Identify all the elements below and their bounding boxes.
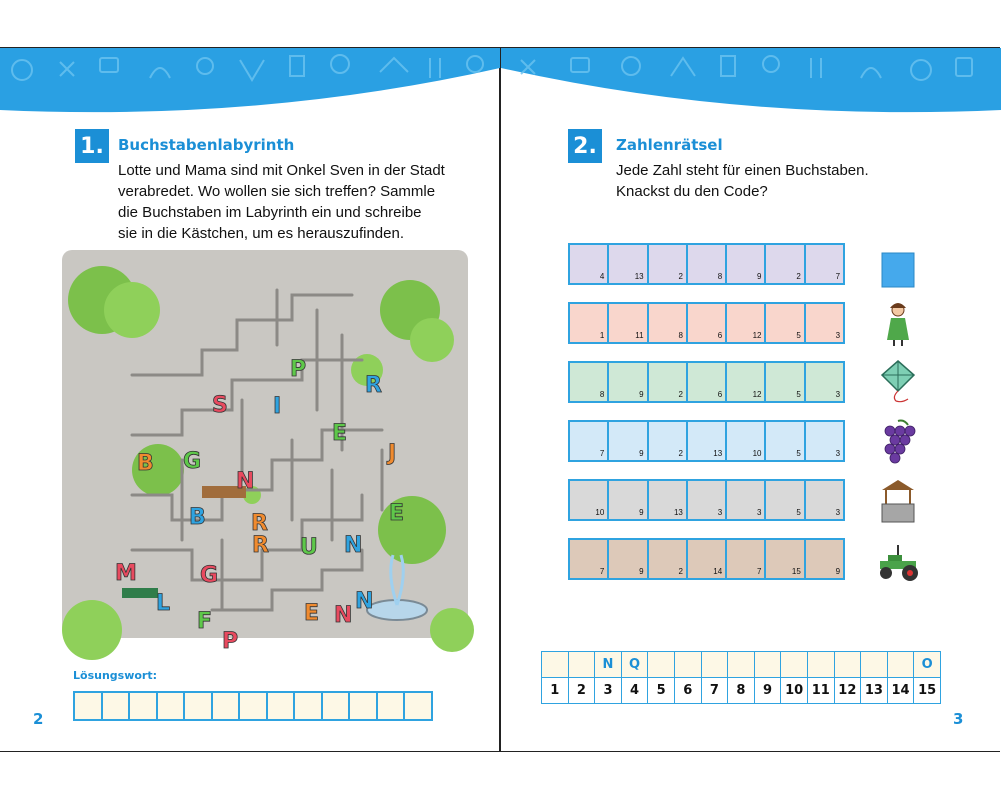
maze-letter: N: [344, 533, 363, 558]
instruction-line: verabredet. Wo wollen sie sich treffen? Sammle: [118, 183, 436, 200]
code-cell[interactable]: [568, 538, 609, 580]
code-number: 15: [791, 567, 801, 576]
task-instructions: [118, 160, 445, 244]
girl-picture: [874, 300, 922, 348]
key-number-cell: 6: [674, 678, 701, 704]
code-cell[interactable]: [725, 243, 766, 285]
code-number: 5: [796, 331, 801, 340]
code-cell[interactable]: [725, 538, 766, 580]
code-cell[interactable]: [804, 420, 845, 462]
key-letter-cell[interactable]: [674, 652, 701, 678]
code-cell[interactable]: [568, 302, 609, 344]
code-number: 3: [835, 390, 841, 399]
solution-letter-box[interactable]: [238, 691, 268, 721]
code-cell[interactable]: [647, 479, 688, 521]
maze-letter: P: [222, 629, 239, 654]
instruction-line: Jede Zahl steht für einen Buchstaben.: [616, 162, 869, 179]
code-number: 2: [678, 390, 683, 399]
key-number-cell: 4: [621, 678, 648, 704]
solution-letter-box[interactable]: [266, 691, 296, 721]
code-number: 9: [835, 567, 841, 576]
solution-letter-box[interactable]: [73, 691, 103, 721]
maze-letter: R: [252, 533, 269, 558]
code-row: [568, 302, 843, 344]
maze-letter: R: [251, 511, 268, 536]
code-cell[interactable]: [686, 479, 727, 521]
code-cell[interactable]: [568, 420, 609, 462]
code-number: 6: [717, 390, 723, 399]
key-number-cell: 14: [887, 678, 914, 704]
left-page: [0, 47, 500, 752]
code-cell[interactable]: [607, 420, 648, 462]
code-number: 11: [635, 331, 644, 340]
code-cell[interactable]: [804, 302, 845, 344]
code-number: 14: [713, 567, 723, 576]
maze-letter: I: [273, 394, 282, 419]
code-number: 5: [796, 449, 801, 458]
code-cell[interactable]: [647, 243, 688, 285]
kite-picture: [874, 357, 922, 405]
code-cell[interactable]: [725, 420, 766, 462]
key-letter-cell[interactable]: [834, 652, 861, 678]
maze-letter: J: [388, 441, 397, 466]
code-number: 2: [678, 272, 683, 281]
code-number: 3: [835, 449, 841, 458]
code-number: 3: [835, 508, 841, 517]
key-numbers-row: [542, 678, 941, 704]
task-number: 2.: [568, 129, 602, 163]
key-letter-cell[interactable]: [568, 652, 595, 678]
code-cell[interactable]: [607, 243, 648, 285]
key-number-cell: 8: [728, 678, 755, 704]
code-number: 1: [599, 331, 605, 340]
code-cell[interactable]: [607, 361, 648, 403]
maze-letter: N: [236, 469, 255, 494]
page-number: 2: [33, 710, 44, 728]
solution-letter-box[interactable]: [293, 691, 323, 721]
code-number: 6: [717, 331, 723, 340]
code-cell[interactable]: [764, 302, 805, 344]
code-row: [568, 479, 843, 521]
code-cell[interactable]: [764, 538, 805, 580]
maze-letter: M: [115, 561, 137, 586]
code-number: 13: [713, 449, 723, 458]
key-number-cell: 10: [781, 678, 808, 704]
code-number: 12: [752, 390, 762, 399]
maze-letter: P: [290, 357, 307, 382]
code-cell[interactable]: [725, 361, 766, 403]
maze-letter: G: [183, 449, 202, 474]
code-cell[interactable]: [804, 243, 845, 285]
solution-letter-box[interactable]: [128, 691, 158, 721]
code-number: 7: [757, 567, 762, 576]
decorative-banner: [501, 48, 1000, 122]
code-number: 3: [835, 331, 841, 340]
code-cell[interactable]: [764, 243, 805, 285]
page-number: 3: [953, 710, 964, 728]
key-number-cell: 2: [568, 678, 595, 704]
code-number: 10: [752, 449, 762, 458]
code-number: 7: [599, 449, 605, 458]
code-cell[interactable]: [804, 538, 845, 580]
code-number: 8: [678, 331, 683, 340]
solution-letter-box[interactable]: [156, 691, 186, 721]
blue-square-picture: [874, 245, 922, 293]
key-letter-cell[interactable]: [861, 652, 888, 678]
tractor-picture: [874, 537, 922, 585]
task-title: Zahlenrätsel: [616, 136, 723, 154]
instruction-line: sie in die Kästchen, um es herauszufinden.: [118, 225, 405, 242]
maze-letter: L: [156, 591, 171, 616]
code-row: [568, 420, 843, 462]
maze-letter: S: [212, 393, 228, 418]
code-cell[interactable]: [764, 361, 805, 403]
maze-letter: E: [389, 501, 405, 526]
solution-letter-box[interactable]: [321, 691, 351, 721]
key-letter-cell[interactable]: [648, 652, 675, 678]
maze-letter: F: [197, 609, 213, 634]
code-cell[interactable]: [568, 243, 609, 285]
decorative-banner: [0, 48, 499, 122]
code-number: 9: [639, 508, 644, 517]
code-number: 13: [634, 272, 644, 281]
task-instructions: [616, 160, 869, 202]
code-number: 8: [717, 272, 723, 281]
code-cell[interactable]: [607, 302, 648, 344]
code-number: 7: [835, 272, 841, 281]
key-letter-cell[interactable]: [781, 652, 808, 678]
code-number: 2: [678, 449, 683, 458]
code-cell[interactable]: [568, 479, 609, 521]
key-letter-cell[interactable]: [701, 652, 728, 678]
code-cell[interactable]: [607, 538, 648, 580]
code-number: 9: [639, 449, 644, 458]
code-cell[interactable]: [764, 479, 805, 521]
solution-letter-box[interactable]: [348, 691, 378, 721]
code-cell[interactable]: [804, 361, 845, 403]
key-letter-cell[interactable]: [887, 652, 914, 678]
key-letter-cell[interactable]: O: [914, 652, 941, 678]
key-letter-cell[interactable]: [728, 652, 755, 678]
key-number-cell: 15: [914, 678, 941, 704]
code-cell[interactable]: [568, 361, 609, 403]
solution-word-boxes: [73, 691, 431, 721]
code-cell[interactable]: [686, 361, 727, 403]
code-row: [568, 361, 843, 403]
right-page: [500, 47, 1000, 752]
key-number-cell: 11: [807, 678, 834, 704]
letter-maze-illustration: [62, 250, 468, 654]
key-letter-cell[interactable]: [807, 652, 834, 678]
key-number-cell: 13: [861, 678, 888, 704]
code-cell[interactable]: [686, 420, 727, 462]
key-number-cell: 9: [754, 678, 781, 704]
code-number: 8: [599, 390, 605, 399]
code-cell[interactable]: [647, 302, 688, 344]
solution-letter-box[interactable]: [183, 691, 213, 721]
code-number: 4: [599, 272, 605, 281]
code-row: [568, 243, 843, 285]
code-number: 5: [796, 390, 801, 399]
code-cell[interactable]: [647, 361, 688, 403]
maze-letter: E: [332, 421, 348, 446]
code-number: 13: [673, 508, 683, 517]
maze-letter: N: [355, 589, 374, 614]
key-number-cell: 7: [701, 678, 728, 704]
code-cell[interactable]: [686, 302, 727, 344]
solution-letter-box[interactable]: [376, 691, 406, 721]
code-key-table: [541, 651, 941, 704]
code-number: 2: [796, 272, 801, 281]
solution-letter-box[interactable]: [403, 691, 433, 721]
task-title: Buchstabenlabyrinth: [118, 136, 295, 154]
solution-label: Lösungswort:: [73, 669, 157, 682]
maze-letter: B: [189, 505, 206, 530]
code-number: 7: [599, 567, 605, 576]
key-number-cell: 12: [834, 678, 861, 704]
instruction-line: die Buchstaben im Labyrinth ein und schreibe: [118, 204, 422, 221]
key-number-cell: 3: [595, 678, 622, 704]
code-number: 9: [757, 272, 762, 281]
code-number: 3: [757, 508, 762, 517]
code-number: 3: [717, 508, 723, 517]
water-well-picture: [874, 476, 922, 524]
code-cell[interactable]: [647, 420, 688, 462]
code-row: [568, 538, 843, 580]
instruction-line: Lotte und Mama sind mit Onkel Sven in der Stadt: [118, 162, 445, 179]
maze-letter: N: [334, 603, 353, 628]
maze-letter: G: [200, 563, 219, 588]
code-number: 9: [639, 567, 644, 576]
maze-letter: E: [304, 601, 320, 626]
code-number: 5: [796, 508, 801, 517]
maze-letter: U: [300, 535, 318, 560]
solution-letter-box[interactable]: [101, 691, 131, 721]
code-cell[interactable]: [725, 479, 766, 521]
code-cell[interactable]: [725, 302, 766, 344]
code-number: 9: [639, 390, 644, 399]
key-number-cell: 5: [648, 678, 675, 704]
maze-letter: R: [365, 373, 382, 398]
code-cell[interactable]: [764, 420, 805, 462]
code-cell[interactable]: [647, 538, 688, 580]
grapes-picture: [874, 417, 922, 465]
code-cell[interactable]: [607, 479, 648, 521]
key-letter-cell[interactable]: Q: [621, 652, 648, 678]
task-number: 1.: [75, 129, 109, 163]
instruction-line: Knackst du den Code?: [616, 183, 768, 200]
code-number: 10: [595, 508, 605, 517]
key-letter-cell[interactable]: N: [595, 652, 622, 678]
maze-letter: B: [137, 451, 154, 476]
key-letters-row: [542, 652, 941, 678]
code-cell[interactable]: [686, 243, 727, 285]
code-number: 2: [678, 567, 683, 576]
code-cell[interactable]: [686, 538, 727, 580]
key-letter-cell[interactable]: [542, 652, 569, 678]
solution-letter-box[interactable]: [211, 691, 241, 721]
code-cell[interactable]: [804, 479, 845, 521]
key-letter-cell[interactable]: [754, 652, 781, 678]
code-number: 12: [752, 331, 762, 340]
key-number-cell: 1: [542, 678, 569, 704]
